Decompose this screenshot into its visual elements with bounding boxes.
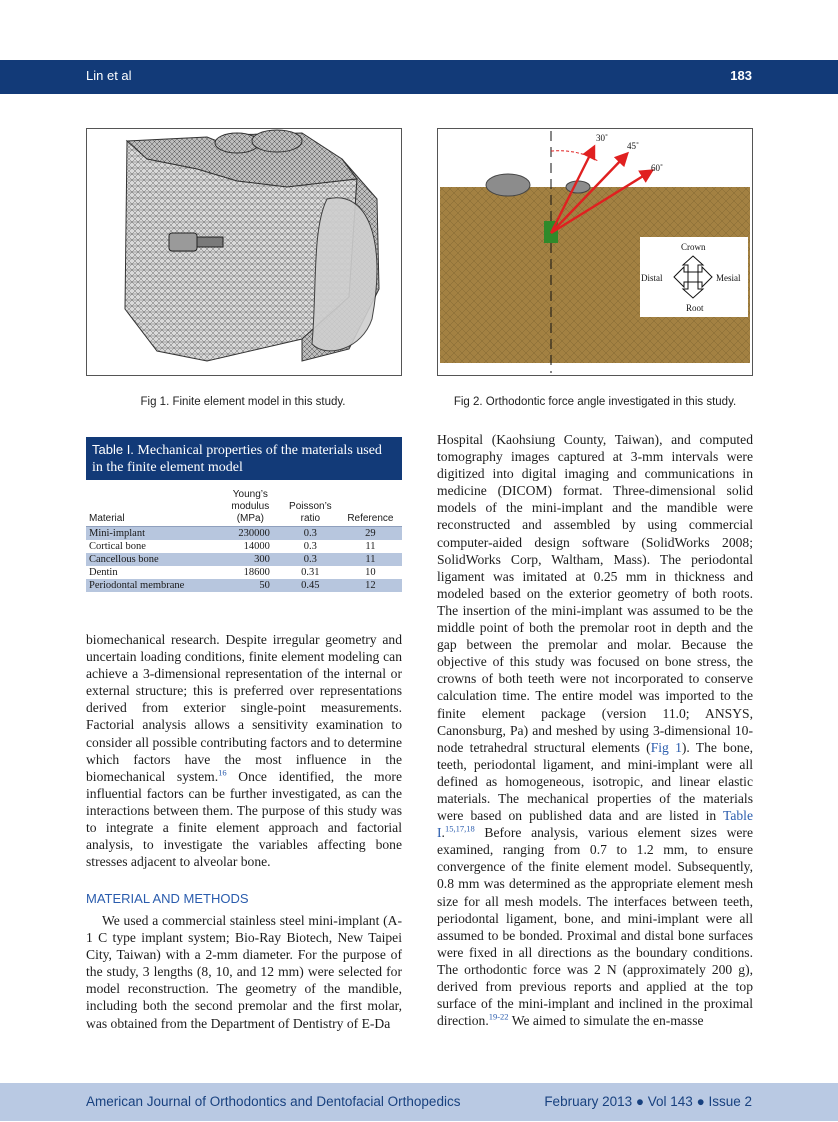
col-header-material: Material xyxy=(86,488,219,527)
cell-material: Cortical bone xyxy=(89,541,146,552)
cell-reference: 11 xyxy=(365,541,376,552)
citation[interactable]: 16 xyxy=(218,767,227,778)
premolar-crown xyxy=(486,174,530,196)
label-mesial: Mesial xyxy=(716,273,741,283)
citation[interactable]: 19-22 xyxy=(488,1011,509,1022)
running-header xyxy=(0,60,838,94)
col-header-modulus: Young’s modulus (MPa) xyxy=(219,488,282,527)
figure-2 xyxy=(437,128,753,376)
body-text-right xyxy=(437,431,753,1029)
table-row xyxy=(86,566,402,579)
text-run: Once identified, the more influential factors can be further investigated, as can the interactions between them. The purpose of this study was to integrate a finite element approach and factorial analysis, to investigate the variables affecting bone stresses adjacent to alveolar bone. xyxy=(86,768,402,870)
table-label: Table I. xyxy=(92,442,134,457)
table-row xyxy=(86,579,402,592)
cell-reference: 12 xyxy=(339,579,402,592)
cell-ratio: 0.3 xyxy=(282,553,339,566)
body-text-left-top xyxy=(86,631,402,870)
paragraph: We used a commercial stainless steel mini-implant (A-1 C type implant system; Bio-Ray Biotech, New Taipei City, Taiwan) with a 2-mm diameter. For the purpose of the study, 3 lengths (8, 10, and 12 mm) were selected for model reconstruction. The geometry of the mandible, including both the second premolar and the first molar, was obtained from the Department of Dentistry of E-Da xyxy=(86,913,402,1031)
text-run: ). The bone, teeth, periodontal ligament, and mini-implant were all defined as homogeneous, isotropic, and linear elastic materials. The mechanical properties of the materials were based on published data and are listed in xyxy=(437,739,753,824)
text-run: biomechanical research. Despite irregular geometry and uncertain loading conditions, finite element modeling can achieve a 3-dimensional representation of the internal or external structure; this is preferred over representations derived from exterior single-point measurements. Factorial analysis allows a sensitivity examination to consider all possible contributing factors and to determine which factors have the most influence in the biomechanical system. xyxy=(86,632,402,784)
figure-1 xyxy=(86,128,402,376)
cell-material: Cancellous bone xyxy=(86,553,219,566)
running-footer xyxy=(0,1083,838,1121)
angle-label-30: 30˚ xyxy=(596,133,608,143)
table-title-text: Mechanical properties of the materials used in the finite element model xyxy=(92,443,382,475)
body-text-left-bottom xyxy=(86,912,402,1032)
label-distal: Distal xyxy=(641,273,663,283)
cell-material: Dentin xyxy=(89,567,118,578)
properties-table xyxy=(86,488,402,592)
table-1 xyxy=(86,437,402,592)
issue-info: February 2013 ● Vol 143 ● Issue 2 xyxy=(544,1094,752,1109)
cell-material: Periodontal membrane xyxy=(86,579,219,592)
force-angle-diagram xyxy=(438,129,752,375)
citation[interactable]: 15,17,18 xyxy=(444,823,475,834)
cell-material: Mini-implant xyxy=(86,527,219,541)
text-run: Before analysis, various element sizes were examined, ranging from 0.7 to 1.2 mm, to ensure convergence of the finite element model. Subsequently, 0.8 mm was determined as the appropriate element mesh size for all mesh models. The interfaces between teeth, periodontal ligament, bone, and mini-implant were all assumed to be bonded. Proximal and distal bone surfaces were fixed in all directions as the boundary conditions. The orthodontic force was 2 N (approximately 200 g), derived from previous reports and applied at the top surface of the mini-implant and inclined in the proximal direction. xyxy=(437,825,753,1029)
cell-ratio: 0.3 xyxy=(303,541,317,552)
text-run: Hospital (Kaohsiung County, Taiwan), and computed tomography images captured at 3-mm intervals were digitized into digital imaging and communications in medicine (DICOM) format. Three-dimensional solid models of the mini-implant and the mandible were reconstructed and assembled by using commercial computer-aided design software (SolidWorks 2008; SolidWorks Corp, Waltham, Mass). The periodontal ligament was imitated at 0.25 mm in thickness and modeled based on the exterior geometry of both roots. The insertion of the mini-implant was assumed to be the middle point of both the premolar root in depth and the gap between the premolar and molar. Because the objective of this study was focused on bone stress, the crowns of both teeth were not incorporated to conserve calculation time. The entire model was imported to the finite element package (version 11.0; ANSYS, Canonsburg, Pa) and meshed by using 3-dimensional 10-node tetrahedral structural elements ( xyxy=(437,432,753,755)
table-row xyxy=(86,527,402,541)
cell-modulus: 14000 xyxy=(243,541,270,552)
figure-link[interactable]: Fig 1 xyxy=(650,739,682,755)
cell-modulus: 50 xyxy=(219,579,282,592)
paragraph xyxy=(86,631,402,870)
label-crown: Crown xyxy=(681,242,706,252)
cell-reference: 29 xyxy=(339,527,402,541)
label-root: Root xyxy=(686,303,704,313)
molar-crown xyxy=(566,181,590,193)
table-row xyxy=(86,553,402,566)
table-title xyxy=(86,437,402,480)
paragraph: Hospital (Kaohsiung County, Taiwan), and computed tomography images captured at 3-mm intervals were digitized into digital imaging and communications in medicine (DICOM) format. Three-dimensional solid models of the mini-implant and the mandible were reconstructed and assembled by using commercial computer-aided design software (SolidWorks 2008; SolidWorks Corp, Waltham, Mass). The periodontal ligament was imitated at 0.25 mm in thickness and modeled based on the exterior geometry of both roots. The insertion of the mini-implant was assumed to be the middle point of both the premolar root in depth and the gap between the premolar and molar. Because the objective of this study was focused on bone stress, the crowns of both teeth were not incorporated to conserve calculation time. The entire model was imported to the finite element package (version 11.0; ANSYS, Canonsburg, Pa) and meshed by using 3-dimensional 10-node tetrahedral structural elements (Fig 1). The bone, teeth, periodontal ligament, and mini-implant were all defined as homogeneous, isotropic, and linear elastic materials. The mechanical properties of the materials were based on published data and are listed in Table I.$^{15,17,18}$ Before analysis, various element sizes were examined, ranging from 0.7 to 1.2 mm, to ensure convergence of the finite element model. Subsequently, 0.8 mm was determined as the appropriate element mesh size for all mesh models. The interfaces between teeth, periodontal ligament, bone, and mini-implant were all assumed to be bonded. Proximal and distal bone surfaces were fixed in all directions as the boundary conditions. The orthodontic force was 2 N (approximately 200 g), derived from previous reports and applied at the top surface of the mini-implant and inclined in the proximal direction.$^{19-22}$ We aimed to simulate the en-masse xyxy=(437,432,753,1029)
angle-label-45: 45˚ xyxy=(627,141,639,151)
col-header-reference: Reference xyxy=(339,488,402,527)
section-heading: MATERIAL AND METHODS xyxy=(86,891,249,906)
table-link[interactable]: Table I xyxy=(437,808,753,841)
page-number: 183 xyxy=(730,68,752,83)
fe-model-image xyxy=(87,129,401,375)
table-row xyxy=(86,540,402,553)
col-header-ratio: Poisson’s ratio xyxy=(282,488,339,527)
header-authors: Lin et al xyxy=(86,68,132,83)
figure-1-caption: Fig 1. Finite element model in this study. xyxy=(140,396,346,408)
journal-name: American Journal of Orthodontics and Dentofacial Orthopedics xyxy=(86,1094,461,1109)
cell-ratio: 0.31 xyxy=(301,567,320,578)
angle-label-60: 60˚ xyxy=(651,163,663,173)
cell-modulus: 230000 xyxy=(219,527,282,541)
cell-reference: 11 xyxy=(339,553,402,566)
cell-modulus: 18600 xyxy=(243,567,270,578)
figure-2-caption: Fig 2. Orthodontic force angle investigated in this study. xyxy=(453,396,737,408)
cell-modulus: 300 xyxy=(219,553,282,566)
cell-reference: 10 xyxy=(365,567,376,578)
cell-ratio: 0.45 xyxy=(282,579,339,592)
cell-ratio: 0.3 xyxy=(282,527,339,541)
text-run: We aimed to simulate the en-masse xyxy=(508,1013,704,1029)
